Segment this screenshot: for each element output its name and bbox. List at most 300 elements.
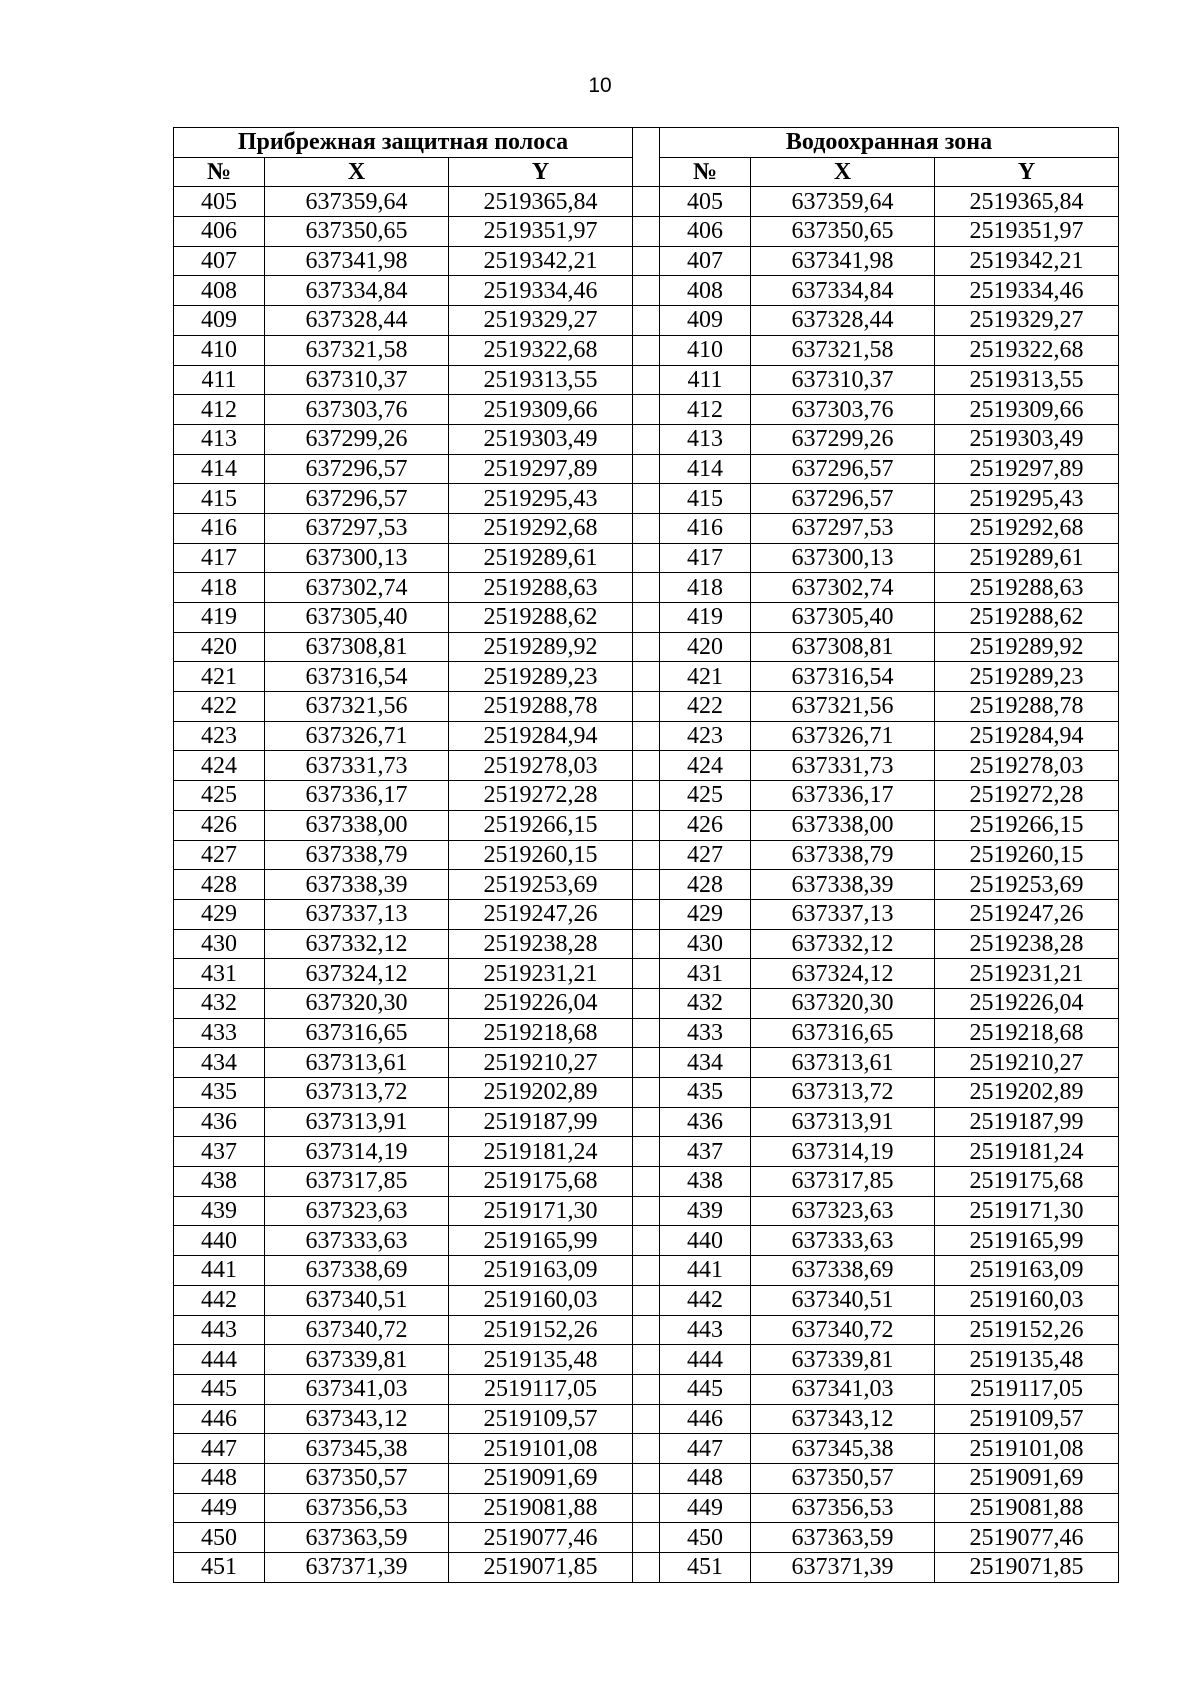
table-row (174, 1553, 1119, 1583)
water-zone-x-coordinate: 637350,57 (751, 1463, 935, 1493)
water-zone-x-coordinate: 637313,61 (751, 1048, 935, 1078)
water-zone-x-coordinate: 637323,63 (751, 1196, 935, 1226)
column-gap (633, 424, 660, 454)
coastal-x-coordinate: 637299,26 (265, 424, 449, 454)
water-zone-y-coordinate: 2519288,62 (935, 603, 1119, 633)
water-zone-point-number: 425 (660, 781, 751, 811)
coastal-y-coordinate: 2519163,09 (449, 1256, 633, 1286)
table-row (174, 246, 1119, 276)
coordinates-table (173, 127, 1119, 1583)
coastal-point-number: 432 (174, 988, 265, 1018)
coastal-point-number: 445 (174, 1374, 265, 1404)
water-zone-x-coordinate: 637338,79 (751, 840, 935, 870)
coastal-x-coordinate: 637336,17 (265, 781, 449, 811)
column-gap (633, 1078, 660, 1108)
water-zone-x-coordinate: 637303,76 (751, 395, 935, 425)
coastal-x-coordinate: 637341,98 (265, 246, 449, 276)
coastal-point-number: 439 (174, 1196, 265, 1226)
coastal-x-coordinate: 637296,57 (265, 454, 449, 484)
water-zone-point-number: 427 (660, 840, 751, 870)
column-gap (633, 810, 660, 840)
table-row (174, 1196, 1119, 1226)
water-zone-y-coordinate: 2519247,26 (935, 899, 1119, 929)
coastal-x-coordinate: 637302,74 (265, 573, 449, 603)
coastal-x-coordinate: 637328,44 (265, 306, 449, 336)
water-zone-x-coordinate: 637334,84 (751, 276, 935, 306)
water-zone-x-coordinate: 637341,98 (751, 246, 935, 276)
water-zone-y-coordinate: 2519272,28 (935, 781, 1119, 811)
water-zone-x-coordinate: 637320,30 (751, 988, 935, 1018)
coastal-y-coordinate: 2519218,68 (449, 1018, 633, 1048)
coastal-point-number: 410 (174, 335, 265, 365)
column-gap (633, 1463, 660, 1493)
coastal-point-number: 429 (174, 899, 265, 929)
coastal-x-coordinate: 637338,39 (265, 870, 449, 900)
water-zone-y-coordinate: 2519187,99 (935, 1107, 1119, 1137)
table-row (174, 1345, 1119, 1375)
coastal-x-coordinate: 637332,12 (265, 929, 449, 959)
column-gap (633, 1018, 660, 1048)
table-row (174, 335, 1119, 365)
coastal-point-number: 440 (174, 1226, 265, 1256)
coastal-x-coordinate: 637338,69 (265, 1256, 449, 1286)
column-gap (633, 454, 660, 484)
coastal-y-coordinate: 2519091,69 (449, 1463, 633, 1493)
coastal-x-coordinate: 637313,72 (265, 1078, 449, 1108)
coastal-x-coordinate: 637297,53 (265, 513, 449, 543)
water-zone-y-coordinate: 2519288,78 (935, 692, 1119, 722)
coastal-x-coordinate: 637320,30 (265, 988, 449, 1018)
table-row (174, 1256, 1119, 1286)
coastal-x-coordinate: 637303,76 (265, 395, 449, 425)
water-zone-x-coordinate: 637338,00 (751, 810, 935, 840)
coastal-x-coordinate: 637310,37 (265, 365, 449, 395)
column-gap (633, 1345, 660, 1375)
table-row (174, 810, 1119, 840)
coastal-y-coordinate: 2519160,03 (449, 1285, 633, 1315)
table-row (174, 929, 1119, 959)
coastal-x-coordinate: 637343,12 (265, 1404, 449, 1434)
table-row (174, 276, 1119, 306)
water-zone-y-coordinate: 2519288,63 (935, 573, 1119, 603)
table-row (174, 217, 1119, 247)
coastal-point-number: 411 (174, 365, 265, 395)
water-zone-point-number: 433 (660, 1018, 751, 1048)
table-row (174, 1404, 1119, 1434)
water-zone-y-coordinate: 2519218,68 (935, 1018, 1119, 1048)
coastal-x-coordinate: 637321,58 (265, 335, 449, 365)
water-zone-point-number: 450 (660, 1523, 751, 1553)
coastal-y-coordinate: 2519247,26 (449, 899, 633, 929)
water-zone-y-coordinate: 2519181,24 (935, 1137, 1119, 1167)
water-zone-point-number: 420 (660, 632, 751, 662)
column-gap (633, 395, 660, 425)
coastal-y-coordinate: 2519309,66 (449, 395, 633, 425)
column-gap (633, 840, 660, 870)
coastal-point-number: 412 (174, 395, 265, 425)
table-row (174, 988, 1119, 1018)
water-zone-x-coordinate: 637350,65 (751, 217, 935, 247)
table-row (174, 1107, 1119, 1137)
coastal-y-coordinate: 2519289,92 (449, 632, 633, 662)
column-gap (633, 1137, 660, 1167)
water-zone-point-number: 413 (660, 424, 751, 454)
column-gap (633, 217, 660, 247)
water-zone-y-coordinate: 2519284,94 (935, 721, 1119, 751)
water-zone-point-number: 424 (660, 751, 751, 781)
coastal-x-coordinate: 637356,53 (265, 1493, 449, 1523)
coastal-point-number: 406 (174, 217, 265, 247)
header-y: Y (935, 157, 1119, 187)
water-zone-x-coordinate: 637331,73 (751, 751, 935, 781)
column-gap (633, 632, 660, 662)
water-zone-y-coordinate: 2519278,03 (935, 751, 1119, 781)
coastal-y-coordinate: 2519071,85 (449, 1553, 633, 1583)
water-zone-x-coordinate: 637310,37 (751, 365, 935, 395)
water-zone-point-number: 443 (660, 1315, 751, 1345)
section-title-coastal-strip: Прибрежная защитная полоса (174, 128, 633, 158)
water-zone-y-coordinate: 2519266,15 (935, 810, 1119, 840)
coastal-y-coordinate: 2519260,15 (449, 840, 633, 870)
coastal-point-number: 442 (174, 1285, 265, 1315)
coastal-point-number: 451 (174, 1553, 265, 1583)
water-zone-y-coordinate: 2519101,08 (935, 1434, 1119, 1464)
water-zone-y-coordinate: 2519175,68 (935, 1167, 1119, 1197)
table-row (174, 959, 1119, 989)
section-title-water-protection-zone: Водоохранная зона (660, 128, 1119, 158)
column-gap (633, 1434, 660, 1464)
coastal-y-coordinate: 2519303,49 (449, 424, 633, 454)
water-zone-y-coordinate: 2519313,55 (935, 365, 1119, 395)
coastal-point-number: 416 (174, 513, 265, 543)
coastal-y-coordinate: 2519135,48 (449, 1345, 633, 1375)
column-gap (633, 1256, 660, 1286)
table-row (174, 1493, 1119, 1523)
table-row (174, 751, 1119, 781)
water-zone-y-coordinate: 2519260,15 (935, 840, 1119, 870)
water-zone-y-coordinate: 2519297,89 (935, 454, 1119, 484)
coastal-y-coordinate: 2519272,28 (449, 781, 633, 811)
water-zone-x-coordinate: 637338,69 (751, 1256, 935, 1286)
water-zone-x-coordinate: 637332,12 (751, 929, 935, 959)
coastal-y-coordinate: 2519181,24 (449, 1137, 633, 1167)
table-row (174, 513, 1119, 543)
coastal-x-coordinate: 637314,19 (265, 1137, 449, 1167)
coastal-x-coordinate: 637317,85 (265, 1167, 449, 1197)
coastal-x-coordinate: 637316,54 (265, 662, 449, 692)
coastal-point-number: 434 (174, 1048, 265, 1078)
water-zone-y-coordinate: 2519081,88 (935, 1493, 1119, 1523)
water-zone-y-coordinate: 2519117,05 (935, 1374, 1119, 1404)
water-zone-y-coordinate: 2519171,30 (935, 1196, 1119, 1226)
coastal-x-coordinate: 637324,12 (265, 959, 449, 989)
coastal-x-coordinate: 637350,65 (265, 217, 449, 247)
coastal-y-coordinate: 2519238,28 (449, 929, 633, 959)
coastal-point-number: 408 (174, 276, 265, 306)
water-zone-y-coordinate: 2519091,69 (935, 1463, 1119, 1493)
water-zone-y-coordinate: 2519322,68 (935, 335, 1119, 365)
water-zone-y-coordinate: 2519231,21 (935, 959, 1119, 989)
water-zone-point-number: 440 (660, 1226, 751, 1256)
coastal-point-number: 413 (174, 424, 265, 454)
coastal-point-number: 426 (174, 810, 265, 840)
coastal-point-number: 405 (174, 187, 265, 217)
water-zone-y-coordinate: 2519303,49 (935, 424, 1119, 454)
water-zone-x-coordinate: 637297,53 (751, 513, 935, 543)
water-zone-y-coordinate: 2519077,46 (935, 1523, 1119, 1553)
table-row (174, 721, 1119, 751)
coastal-x-coordinate: 637305,40 (265, 603, 449, 633)
water-zone-x-coordinate: 637299,26 (751, 424, 935, 454)
coastal-y-coordinate: 2519289,61 (449, 543, 633, 573)
coastal-x-coordinate: 637326,71 (265, 721, 449, 751)
column-gap (633, 246, 660, 276)
column-gap (633, 128, 660, 187)
coastal-y-coordinate: 2519081,88 (449, 1493, 633, 1523)
coastal-y-coordinate: 2519297,89 (449, 454, 633, 484)
coastal-y-coordinate: 2519101,08 (449, 1434, 633, 1464)
column-gap (633, 187, 660, 217)
coastal-point-number: 422 (174, 692, 265, 722)
coastal-x-coordinate: 637300,13 (265, 543, 449, 573)
table-row (174, 1434, 1119, 1464)
water-zone-x-coordinate: 637314,19 (751, 1137, 935, 1167)
column-gap (633, 1374, 660, 1404)
table-row (174, 1226, 1119, 1256)
water-zone-x-coordinate: 637336,17 (751, 781, 935, 811)
column-gap (633, 751, 660, 781)
coastal-point-number: 407 (174, 246, 265, 276)
water-zone-y-coordinate: 2519135,48 (935, 1345, 1119, 1375)
coastal-x-coordinate: 637339,81 (265, 1345, 449, 1375)
coastal-x-coordinate: 637350,57 (265, 1463, 449, 1493)
coastal-y-coordinate: 2519187,99 (449, 1107, 633, 1137)
water-zone-x-coordinate: 637345,38 (751, 1434, 935, 1464)
coastal-x-coordinate: 637323,63 (265, 1196, 449, 1226)
coastal-point-number: 449 (174, 1493, 265, 1523)
coastal-point-number: 418 (174, 573, 265, 603)
water-zone-y-coordinate: 2519152,26 (935, 1315, 1119, 1345)
table-row (174, 1315, 1119, 1345)
water-zone-point-number: 437 (660, 1137, 751, 1167)
coastal-point-number: 433 (174, 1018, 265, 1048)
header-number: № (660, 157, 751, 187)
water-zone-point-number: 412 (660, 395, 751, 425)
water-zone-point-number: 406 (660, 217, 751, 247)
water-zone-point-number: 436 (660, 1107, 751, 1137)
coastal-y-coordinate: 2519077,46 (449, 1523, 633, 1553)
water-zone-point-number: 448 (660, 1463, 751, 1493)
coastal-x-coordinate: 637338,00 (265, 810, 449, 840)
water-zone-point-number: 445 (660, 1374, 751, 1404)
water-zone-point-number: 442 (660, 1285, 751, 1315)
coastal-point-number: 423 (174, 721, 265, 751)
water-zone-point-number: 410 (660, 335, 751, 365)
table-row (174, 662, 1119, 692)
column-gap (633, 1196, 660, 1226)
water-zone-point-number: 416 (660, 513, 751, 543)
coastal-y-coordinate: 2519117,05 (449, 1374, 633, 1404)
coastal-point-number: 441 (174, 1256, 265, 1286)
coastal-point-number: 447 (174, 1434, 265, 1464)
table-row (174, 840, 1119, 870)
column-gap (633, 1553, 660, 1583)
water-zone-y-coordinate: 2519329,27 (935, 306, 1119, 336)
header-number: № (174, 157, 265, 187)
water-zone-x-coordinate: 637328,44 (751, 306, 935, 336)
coastal-x-coordinate: 637316,65 (265, 1018, 449, 1048)
coastal-point-number: 421 (174, 662, 265, 692)
coastal-x-coordinate: 637340,51 (265, 1285, 449, 1315)
table-row (174, 870, 1119, 900)
coastal-y-coordinate: 2519231,21 (449, 959, 633, 989)
water-zone-x-coordinate: 637324,12 (751, 959, 935, 989)
water-zone-point-number: 423 (660, 721, 751, 751)
coastal-x-coordinate: 637313,61 (265, 1048, 449, 1078)
table-row (174, 573, 1119, 603)
coastal-point-number: 436 (174, 1107, 265, 1137)
coastal-y-coordinate: 2519295,43 (449, 484, 633, 514)
water-zone-x-coordinate: 637340,51 (751, 1285, 935, 1315)
column-gap (633, 276, 660, 306)
water-zone-x-coordinate: 637313,91 (751, 1107, 935, 1137)
column-gap (633, 692, 660, 722)
water-zone-y-coordinate: 2519163,09 (935, 1256, 1119, 1286)
coastal-x-coordinate: 637296,57 (265, 484, 449, 514)
water-zone-y-coordinate: 2519071,85 (935, 1553, 1119, 1583)
table-row (174, 424, 1119, 454)
water-zone-point-number: 414 (660, 454, 751, 484)
water-zone-x-coordinate: 637363,59 (751, 1523, 935, 1553)
coastal-y-coordinate: 2519266,15 (449, 810, 633, 840)
water-zone-x-coordinate: 637316,65 (751, 1018, 935, 1048)
table-row (174, 454, 1119, 484)
column-gap (633, 870, 660, 900)
coastal-y-coordinate: 2519351,97 (449, 217, 633, 247)
coastal-x-coordinate: 637333,63 (265, 1226, 449, 1256)
water-zone-point-number: 432 (660, 988, 751, 1018)
water-zone-x-coordinate: 637338,39 (751, 870, 935, 900)
table-row (174, 306, 1119, 336)
column-gap (633, 484, 660, 514)
column-gap (633, 1523, 660, 1553)
header-y: Y (449, 157, 633, 187)
water-zone-x-coordinate: 637316,54 (751, 662, 935, 692)
coastal-x-coordinate: 637345,38 (265, 1434, 449, 1464)
coastal-y-coordinate: 2519329,27 (449, 306, 633, 336)
coastal-point-number: 450 (174, 1523, 265, 1553)
water-zone-point-number: 439 (660, 1196, 751, 1226)
coastal-y-coordinate: 2519313,55 (449, 365, 633, 395)
column-gap (633, 1226, 660, 1256)
water-zone-point-number: 441 (660, 1256, 751, 1286)
water-zone-point-number: 444 (660, 1345, 751, 1375)
water-zone-x-coordinate: 637359,64 (751, 187, 935, 217)
water-zone-x-coordinate: 637308,81 (751, 632, 935, 662)
column-gap (633, 959, 660, 989)
table-row (174, 543, 1119, 573)
coastal-y-coordinate: 2519109,57 (449, 1404, 633, 1434)
coastal-point-number: 425 (174, 781, 265, 811)
water-zone-point-number: 411 (660, 365, 751, 395)
water-zone-x-coordinate: 637313,72 (751, 1078, 935, 1108)
water-zone-point-number: 451 (660, 1553, 751, 1583)
column-gap (633, 662, 660, 692)
water-zone-point-number: 405 (660, 187, 751, 217)
water-zone-point-number: 435 (660, 1078, 751, 1108)
table-row (174, 1167, 1119, 1197)
water-zone-point-number: 449 (660, 1493, 751, 1523)
column-gap (633, 543, 660, 573)
table-row (174, 395, 1119, 425)
water-zone-y-coordinate: 2519289,23 (935, 662, 1119, 692)
column-gap (633, 513, 660, 543)
water-zone-x-coordinate: 637321,56 (751, 692, 935, 722)
table-row (174, 484, 1119, 514)
water-zone-point-number: 415 (660, 484, 751, 514)
water-zone-x-coordinate: 637340,72 (751, 1315, 935, 1345)
coastal-x-coordinate: 637341,03 (265, 1374, 449, 1404)
coastal-x-coordinate: 637321,56 (265, 692, 449, 722)
water-zone-point-number: 446 (660, 1404, 751, 1434)
section-title-row (174, 128, 1119, 158)
table-row (174, 1048, 1119, 1078)
column-gap (633, 1404, 660, 1434)
coastal-point-number: 415 (174, 484, 265, 514)
page-number: 10 (588, 74, 612, 97)
column-gap (633, 721, 660, 751)
water-zone-point-number: 408 (660, 276, 751, 306)
coastal-x-coordinate: 637338,79 (265, 840, 449, 870)
water-zone-y-coordinate: 2519334,46 (935, 276, 1119, 306)
coastal-y-coordinate: 2519334,46 (449, 276, 633, 306)
coastal-point-number: 431 (174, 959, 265, 989)
coastal-x-coordinate: 637308,81 (265, 632, 449, 662)
water-zone-y-coordinate: 2519351,97 (935, 217, 1119, 247)
table-row (174, 1078, 1119, 1108)
coastal-y-coordinate: 2519342,21 (449, 246, 633, 276)
coastal-y-coordinate: 2519289,23 (449, 662, 633, 692)
water-zone-x-coordinate: 637343,12 (751, 1404, 935, 1434)
water-zone-x-coordinate: 637305,40 (751, 603, 935, 633)
water-zone-x-coordinate: 637341,03 (751, 1374, 935, 1404)
coastal-x-coordinate: 637363,59 (265, 1523, 449, 1553)
water-zone-point-number: 431 (660, 959, 751, 989)
column-gap (633, 988, 660, 1018)
coordinates-body (174, 187, 1119, 1582)
coastal-x-coordinate: 637313,91 (265, 1107, 449, 1137)
coastal-point-number: 417 (174, 543, 265, 573)
coastal-x-coordinate: 637334,84 (265, 276, 449, 306)
coastal-x-coordinate: 637359,64 (265, 187, 449, 217)
table-row (174, 1374, 1119, 1404)
water-zone-y-coordinate: 2519238,28 (935, 929, 1119, 959)
coastal-y-coordinate: 2519253,69 (449, 870, 633, 900)
coastal-y-coordinate: 2519165,99 (449, 1226, 633, 1256)
coastal-point-number: 438 (174, 1167, 265, 1197)
coastal-point-number: 435 (174, 1078, 265, 1108)
water-zone-y-coordinate: 2519160,03 (935, 1285, 1119, 1315)
water-zone-point-number: 417 (660, 543, 751, 573)
water-zone-point-number: 438 (660, 1167, 751, 1197)
water-zone-point-number: 447 (660, 1434, 751, 1464)
water-zone-point-number: 409 (660, 306, 751, 336)
coastal-x-coordinate: 637340,72 (265, 1315, 449, 1345)
coastal-y-coordinate: 2519152,26 (449, 1315, 633, 1345)
water-zone-point-number: 430 (660, 929, 751, 959)
water-zone-point-number: 428 (660, 870, 751, 900)
coastal-point-number: 446 (174, 1404, 265, 1434)
